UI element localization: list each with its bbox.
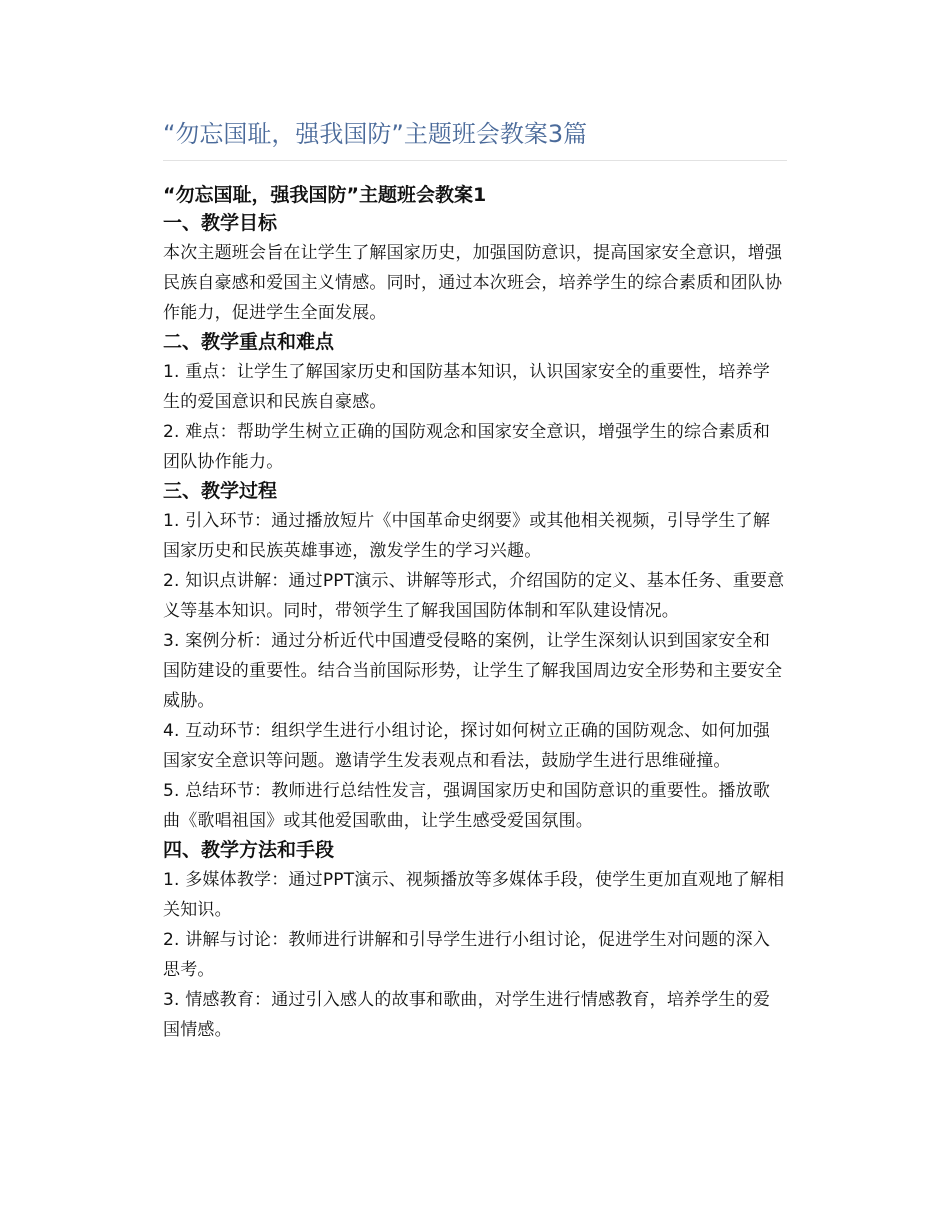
section-process bbox=[163, 477, 787, 836]
section-objectives bbox=[163, 209, 787, 328]
section-paragraph: 4. 互动环节：组织学生进行小组讨论，探讨如何树立正确的国防观念、如何加强国家安全意识等问题。邀请学生发表观点和看法，鼓励学生进行思维碰撞。 bbox=[163, 721, 771, 771]
section-paragraph: 1. 多媒体教学：通过PPT演示、视频播放等多媒体手段，使学生更加直观地了解相关知识。 bbox=[163, 870, 785, 920]
section-paragraph: 5. 总结环节：教师进行总结性发言，强调国家历史和国防意识的重要性。播放歌曲《歌唱祖国》或其他爱国歌曲，让学生感受爱国氛围。 bbox=[163, 781, 771, 831]
document-title: “勿忘国耻，强我国防”主题班会教案3篇 bbox=[163, 112, 787, 161]
document-page bbox=[163, 112, 787, 1045]
section-key-points bbox=[163, 328, 787, 477]
document-subtitle: “勿忘国耻，强我国防”主题班会教案1 bbox=[163, 184, 487, 206]
section-heading: 一、教学目标 bbox=[163, 212, 278, 234]
section-heading: 四、教学方法和手段 bbox=[163, 839, 335, 861]
section-heading: 三、教学过程 bbox=[163, 480, 278, 502]
section-paragraph: 2. 讲解与讨论：教师进行讲解和引导学生进行小组讨论，促进学生对问题的深入思考。 bbox=[163, 930, 771, 980]
section-paragraph: 2. 难点：帮助学生树立正确的国防观念和国家安全意识，增强学生的综合素质和团队协作能力。 bbox=[163, 422, 771, 472]
section-paragraph: 3. 情感教育：通过引入感人的故事和歌曲，对学生进行情感教育，培养学生的爱国情感。 bbox=[163, 990, 771, 1040]
section-paragraph: 本次主题班会旨在让学生了解国家历史，加强国防意识，提高国家安全意识，增强民族自豪感和爱国主义情感。同时，通过本次班会，培养学生的综合素质和团队协作能力，促进学生全面发展。 bbox=[163, 243, 783, 323]
section-paragraph: 3. 案例分析：通过分析近代中国遭受侵略的案例，让学生深刻认识到国家安全和国防建设的重要性。结合当前国际形势，让学生了解我国周边安全形势和主要安全威胁。 bbox=[163, 631, 783, 711]
section-paragraph: 1. 引入环节：通过播放短片《中国革命史纲要》或其他相关视频，引导学生了解国家历史和民族英雄事迹，激发学生的学习兴趣。 bbox=[163, 511, 771, 561]
section-paragraph: 1. 重点：让学生了解国家历史和国防基本知识，认识国家安全的重要性，培养学生的爱国意识和民族自豪感。 bbox=[163, 362, 771, 412]
section-methods bbox=[163, 836, 787, 1045]
section-heading: 二、教学重点和难点 bbox=[163, 331, 335, 353]
section-paragraph: 2. 知识点讲解：通过PPT演示、讲解等形式，介绍国防的定义、基本任务、重要意义等基本知识。同时，带领学生了解我国国防体制和军队建设情况。 bbox=[163, 571, 785, 621]
